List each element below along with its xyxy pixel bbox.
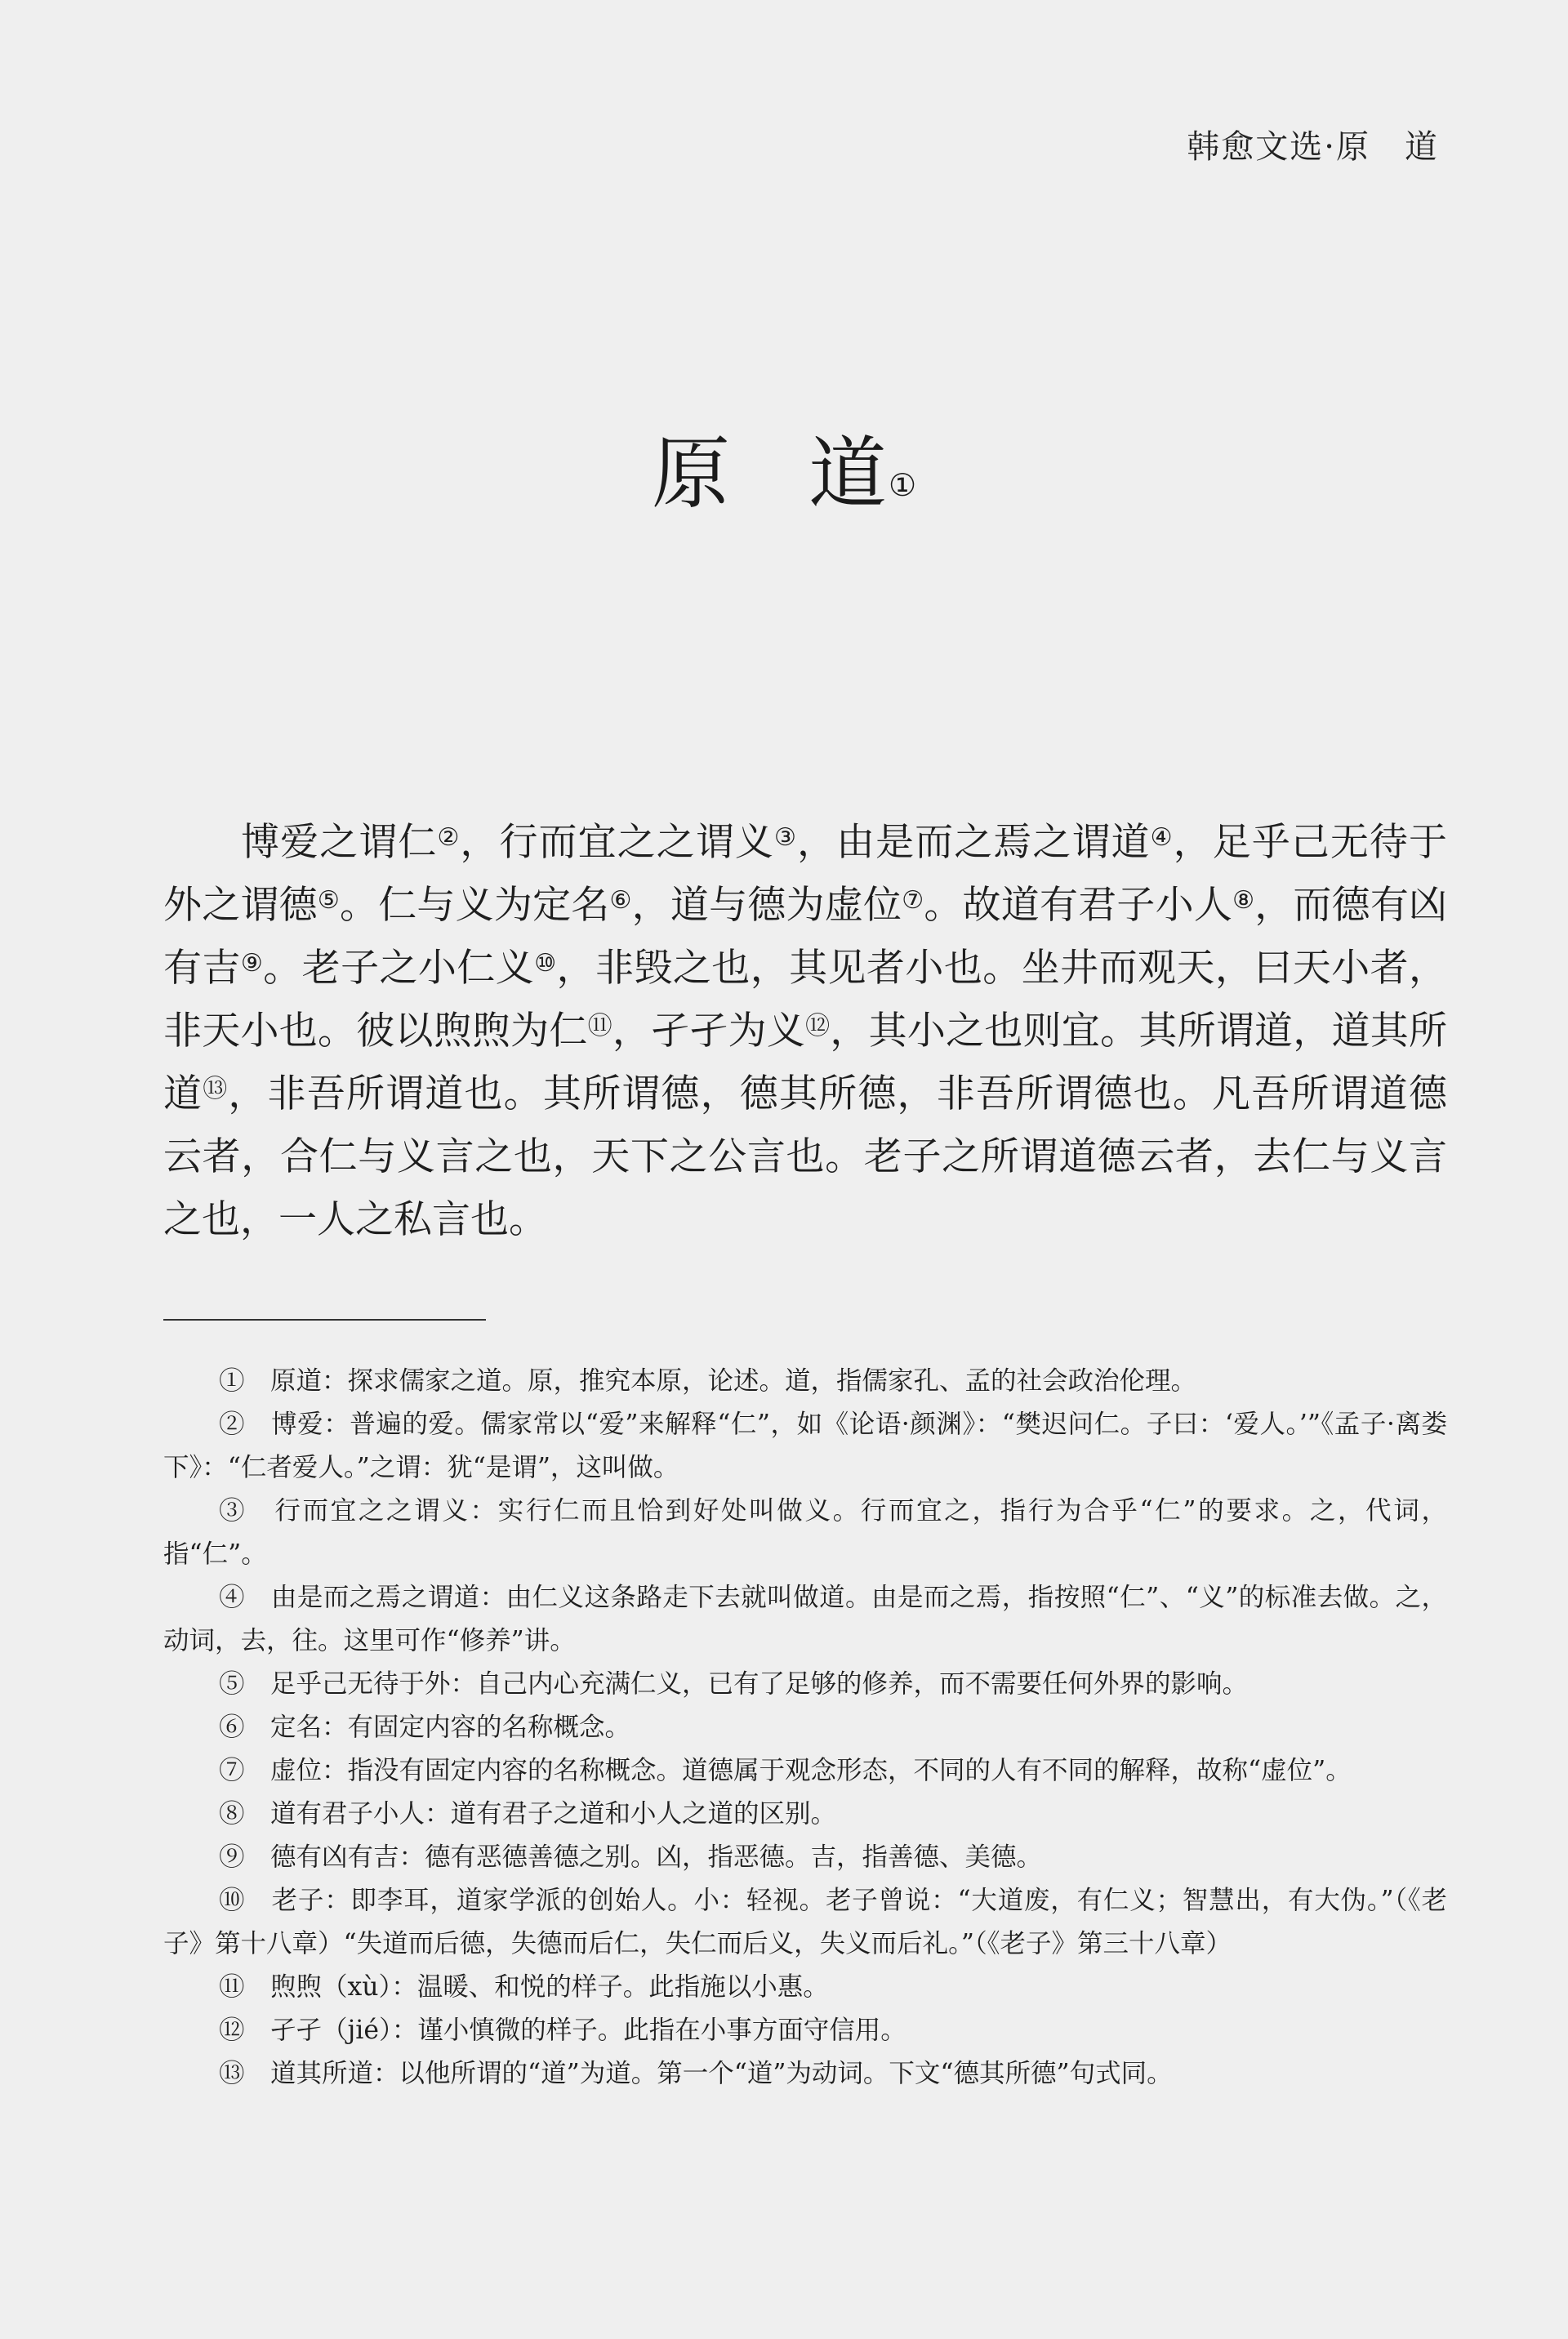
footnote: ⑬ 道其所道：以他所谓的“道”为道。第一个“道”为动词。下文“德其所德”句式同。 [219, 2059, 1173, 2088]
footnote: ① 原道：探求儒家之道。原，推究本原，论述。道，指儒家孔、孟的社会政治伦理。 [219, 1366, 1197, 1396]
footnote-marker: ⑤ [317, 886, 340, 915]
footnote-marker: ⑦ [902, 886, 924, 915]
main-paragraph [163, 811, 1447, 1251]
footnote: ⑧ 道有君子小人：道有君子之道和小人之道的区别。 [219, 1799, 837, 1829]
text-run: ，道与德为虚位 [631, 883, 902, 928]
text-run: ，足乎己无待于外之谓德 [163, 820, 1448, 928]
footnote-marker: ② [437, 823, 461, 852]
footnote-divider [163, 1319, 486, 1321]
footnote-marker: ⑬ [203, 1075, 229, 1103]
footnote: ⑨ 德有凶有吉：德有恶德善德之别。凶，指恶德。吉，指善德、美德。 [219, 1842, 1043, 1872]
footnote: ⑪ 煦煦（xù）：温暖、和悦的样子。此指施以小惠。 [219, 1972, 829, 2002]
text-run: ，孑孑为义 [612, 1009, 806, 1054]
footnote-marker: ⑥ [609, 886, 632, 915]
footnote: ⑥ 定名：有固定内容的名称概念。 [219, 1713, 631, 1742]
title-text: 原 道 [651, 428, 887, 519]
text-run: 。仁与义为定名 [340, 883, 610, 928]
footnote-marker: ⑧ [1232, 886, 1255, 915]
text-run: ，行而宜之之谓义 [460, 820, 774, 865]
footnote-marker: ⑩ [534, 949, 557, 978]
footnotes [163, 1360, 1447, 2096]
running-head: 韩愈文选·原 道 [1187, 128, 1439, 166]
footnote-marker: ⑨ [240, 949, 264, 978]
footnote-marker: ⑪ [587, 1012, 612, 1040]
text-run: ，非毁之也，其见者小也。坐井而观天，曰天小者，非天小也。彼以煦煦为仁 [163, 946, 1448, 1054]
text-run: ，非吾所谓道也。其所谓德，德其所德，非吾所谓德也。凡吾所谓道德云者，合仁与义言之也，天下之公言也。老子之所谓道德云者，去仁与义言之也，一人之私言也。 [163, 1071, 1447, 1242]
title-footnote-marker: ① [888, 467, 917, 503]
footnote: ② 博爱：普遍的爱。儒家常以“爱”来解释“仁”，如《论语·颜渊》：“樊迟问仁。子曰：‘爱人。’”《孟子·离娄下》：“仁者爱人。”之谓：犹“是谓”，这叫做。 [163, 1410, 1447, 1482]
page-title [0, 421, 1568, 527]
footnote: ⑩ 老子：即李耳，道家学派的创始人。小：轻视。老子曾说：“大道废，有仁义；智慧出，有大伪。”（《老子》第十八章）“失道而后德，失德而后仁，失仁而后义，失义而后礼。”（《老子》第三十八章） [163, 1886, 1447, 1958]
footnote: ⑫ 孑孑（jié）：谨小慎微的样子。此指在小事方面守信用。 [219, 2016, 906, 2045]
text-run: 。老子之小仁义 [263, 946, 535, 991]
text-run: ，其小之也则宜。其所谓道，道其所道 [163, 1009, 1448, 1116]
footnote-marker: ④ [1150, 823, 1174, 852]
footnote: ⑤ 足乎己无待于外：自己内心充满仁义，已有了足够的修养，而不需要任何外界的影响。 [219, 1669, 1249, 1699]
text-run: 。故道有君子小人 [924, 883, 1233, 928]
text-run: ，而德有凶有吉 [163, 883, 1448, 991]
footnote: ③ 行而宜之之谓义：实行仁而且恰到好处叫做义。行而宜之，指行为合乎“仁”的要求。之，代词，指“仁”。 [163, 1496, 1447, 1569]
footnote: ④ 由是而之焉之谓道：由仁义这条路走下去就叫做道。由是而之焉，指按照“仁”、“义”的标准去做。之，动词，去，往。这里可作“修养”讲。 [163, 1583, 1447, 1655]
footnote-marker: ③ [773, 823, 797, 852]
text-run: ，由是而之焉之谓道 [796, 820, 1151, 865]
footnote-marker: ⑫ [805, 1012, 831, 1040]
footnote: ⑦ 虚位：指没有固定内容的名称概念。道德属于观念形态，不同的人有不同的解释，故称“虚位”。 [219, 1756, 1352, 1785]
text-run: 博爱之谓仁 [240, 820, 438, 865]
